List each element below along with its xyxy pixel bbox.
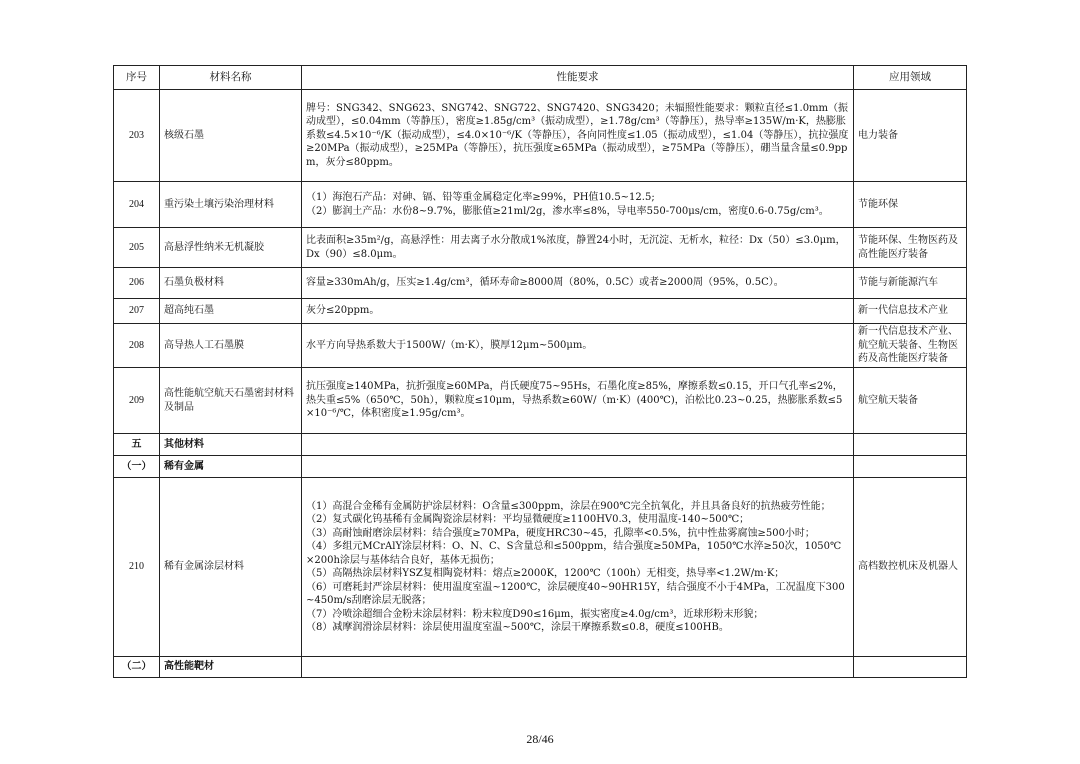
performance-requirements xyxy=(302,228,854,268)
performance-requirements xyxy=(302,182,854,228)
table-row xyxy=(114,228,967,268)
section-title: 高性能靶材 xyxy=(160,657,302,678)
section-row xyxy=(114,434,967,456)
requirement-line: （8）减摩润滑涂层材料：涂层使用温度室温~500℃，涂层干摩擦系数≤0.8，硬度≤100HB。 xyxy=(306,622,729,633)
material-name: 石墨负极材料 xyxy=(160,268,302,299)
requirement-line: （4）多组元MCrAlY涂层材料：O、N、C、S含量总和≤500ppm，结合强度≥50MPa，1050℃水淬≥50次，1050℃×200h涂层与基体结合良好，基体无损伤； xyxy=(306,541,842,566)
table-row xyxy=(114,299,967,324)
material-name: 高性能航空航天石墨密封材料及制品 xyxy=(160,368,302,434)
table-row xyxy=(114,90,967,182)
requirement-line: 容量≥330mAh/g，压实≥1.4g/cm³，循环寿命≥8000周（80%，0.5C）或者≥2000周（95%，0.5C）。 xyxy=(306,277,784,289)
header-name: 材料名称 xyxy=(160,66,302,90)
empty-cell xyxy=(854,456,967,478)
empty-cell xyxy=(302,456,854,478)
requirement-line: （2）膨润土产品：水份8~9.7%，膨胀值≥21ml/2g，渗水率≤8%，导电率550-700μs/cm，密度0.6-0.75g/cm³。 xyxy=(306,205,829,217)
table-row xyxy=(114,368,967,434)
application-field: 航空航天装备 xyxy=(854,368,967,434)
section-row xyxy=(114,657,967,678)
table-row xyxy=(114,478,967,657)
requirement-line: 灰分≤20ppm。 xyxy=(306,305,380,317)
requirement-line: （7）冷喷涂超细合金粉末涂层材料：粉末粒度D90≤16μm，振实密度≥4.0g/cm³，近球形粉末形貌； xyxy=(306,608,764,620)
row-number: 204 xyxy=(114,182,160,228)
material-name: 重污染土壤污染治理材料 xyxy=(160,182,302,228)
section-title: 其他材料 xyxy=(160,434,302,456)
material-name: 高导热人工石墨膜 xyxy=(160,324,302,368)
performance-requirements xyxy=(302,324,854,368)
page-number: 28/46 xyxy=(526,732,554,746)
requirement-line: （5）高隔热涂层材料YSZ复相陶瓷材料：熔点≥2000K，1200℃（100h）无相变，热导率<1.2W/m·K； xyxy=(306,568,785,579)
material-name: 稀有金属涂层材料 xyxy=(160,478,302,657)
requirement-line: 水平方向导热系数大于1500W/（m·K），膜厚12μm~500μm。 xyxy=(306,339,593,351)
header-app: 应用领域 xyxy=(854,66,967,90)
table-header-row xyxy=(114,66,967,90)
row-number: 207 xyxy=(114,299,160,324)
table-row xyxy=(114,324,967,368)
empty-cell xyxy=(854,434,967,456)
application-field: 节能环保 xyxy=(854,182,967,228)
requirement-line: （2）复式碳化钨基稀有金属陶瓷涂层材料：平均显微硬度≥1100HV0.3，使用温度-140~500℃； xyxy=(306,514,750,525)
performance-requirements xyxy=(302,299,854,324)
application-field: 高档数控机床及机器人 xyxy=(854,478,967,657)
requirement-line: （1）海泡石产品：对砷、镉、铅等重金属稳定化率≥99%，PH值10.5~12.5; xyxy=(306,192,655,203)
requirement-line: （3）高耐蚀耐磨涂层材料：结合强度≥70MPa，硬度HRC30~45，孔隙率<0.5%，抗中性盐雾腐蚀≥500小时； xyxy=(306,527,815,539)
performance-requirements xyxy=(302,478,854,657)
empty-cell xyxy=(302,434,854,456)
empty-cell xyxy=(854,657,967,678)
requirement-line: 比表面积≥35m²/g，高悬浮性：用去离子水分散成1%浓度，静置24小时，无沉淀、无析水，粒径：Dx（50）≤3.0μm，Dx（90）≤8.0μm。 xyxy=(306,235,846,260)
material-name: 核级石墨 xyxy=(160,90,302,182)
application-field: 节能与新能源汽车 xyxy=(854,268,967,299)
row-number: 205 xyxy=(114,228,160,268)
requirement-line: 牌号：SNG342、SNG623、SNG742、SNG722、SNG7420、SNG3420；未辐照性能要求：颗粒直径≤1.0mm（振动成型），≤0.04mm（等静压），密度≥1.85g/cm³（振动成型），≥1.78g/cm³（等静压），热导率≥135W/m·K，热膨胀系数≤4.5×10⁻⁶/K（振动成型），≤4.0×10⁻⁶/K（等静压），各向同性度≤1.05（振动成型），≤1.04（等静压），抗拉强度≥20MPa（振动成型），≥25MPa（等静压），抗压强度≥65MPa（振动成型），≥75MPa（等静压），硼当量含量≤0.9ppm，灰分≤80ppm。 xyxy=(306,102,849,168)
table-row xyxy=(114,268,967,299)
section-number: （二） xyxy=(114,657,160,678)
row-number: 210 xyxy=(114,478,160,657)
section-title: 稀有金属 xyxy=(160,456,302,478)
application-field: 节能环保、生物医药及高性能医疗装备 xyxy=(854,228,967,268)
material-name: 超高纯石墨 xyxy=(160,299,302,324)
performance-requirements xyxy=(302,268,854,299)
materials-table xyxy=(113,65,967,678)
material-name: 高悬浮性纳米无机凝胶 xyxy=(160,228,302,268)
section-number: （一） xyxy=(114,456,160,478)
empty-cell xyxy=(302,657,854,678)
requirement-line: （6）可磨耗封严涂层材料：使用温度室温~1200℃，涂层硬度40~90HR15Y，结合强度不小于4MPa，工况温度下300~450m/s刮磨涂层无脱落； xyxy=(306,581,845,606)
requirement-line: 抗压强度≥140MPa，抗折强度≥60MPa，肖氏硬度75~95Hs，石墨化度≥85%，摩擦系数≤0.15，开口气孔率≤2%，热失重≤5%（650℃，50h），颗粒度≤10μm，导热系数≥60W/（m·K）(400℃)，泊松比0.23~0.25，热膨胀系数≤5×10⁻⁶/℃，体积密度≥1.95g/cm³。 xyxy=(306,381,843,420)
row-number: 208 xyxy=(114,324,160,368)
performance-requirements xyxy=(302,368,854,434)
performance-requirements xyxy=(302,90,854,182)
table-row xyxy=(114,182,967,228)
header-num: 序号 xyxy=(114,66,160,90)
section-number: 五 xyxy=(114,434,160,456)
header-perf: 性能要求 xyxy=(302,66,854,90)
row-number: 209 xyxy=(114,368,160,434)
requirement-line: （1）高混合金稀有金属防护涂层材料：O含量≤300ppm，涂层在900℃完全抗氧化，并且具备良好的抗热疲劳性能； xyxy=(306,500,831,512)
application-field: 新一代信息技术产业、航空航天装备、生物医药及高性能医疗装备 xyxy=(854,324,967,368)
row-number: 206 xyxy=(114,268,160,299)
row-number: 203 xyxy=(114,90,160,182)
application-field: 电力装备 xyxy=(854,90,967,182)
section-row xyxy=(114,456,967,478)
application-field: 新一代信息技术产业 xyxy=(854,299,967,324)
